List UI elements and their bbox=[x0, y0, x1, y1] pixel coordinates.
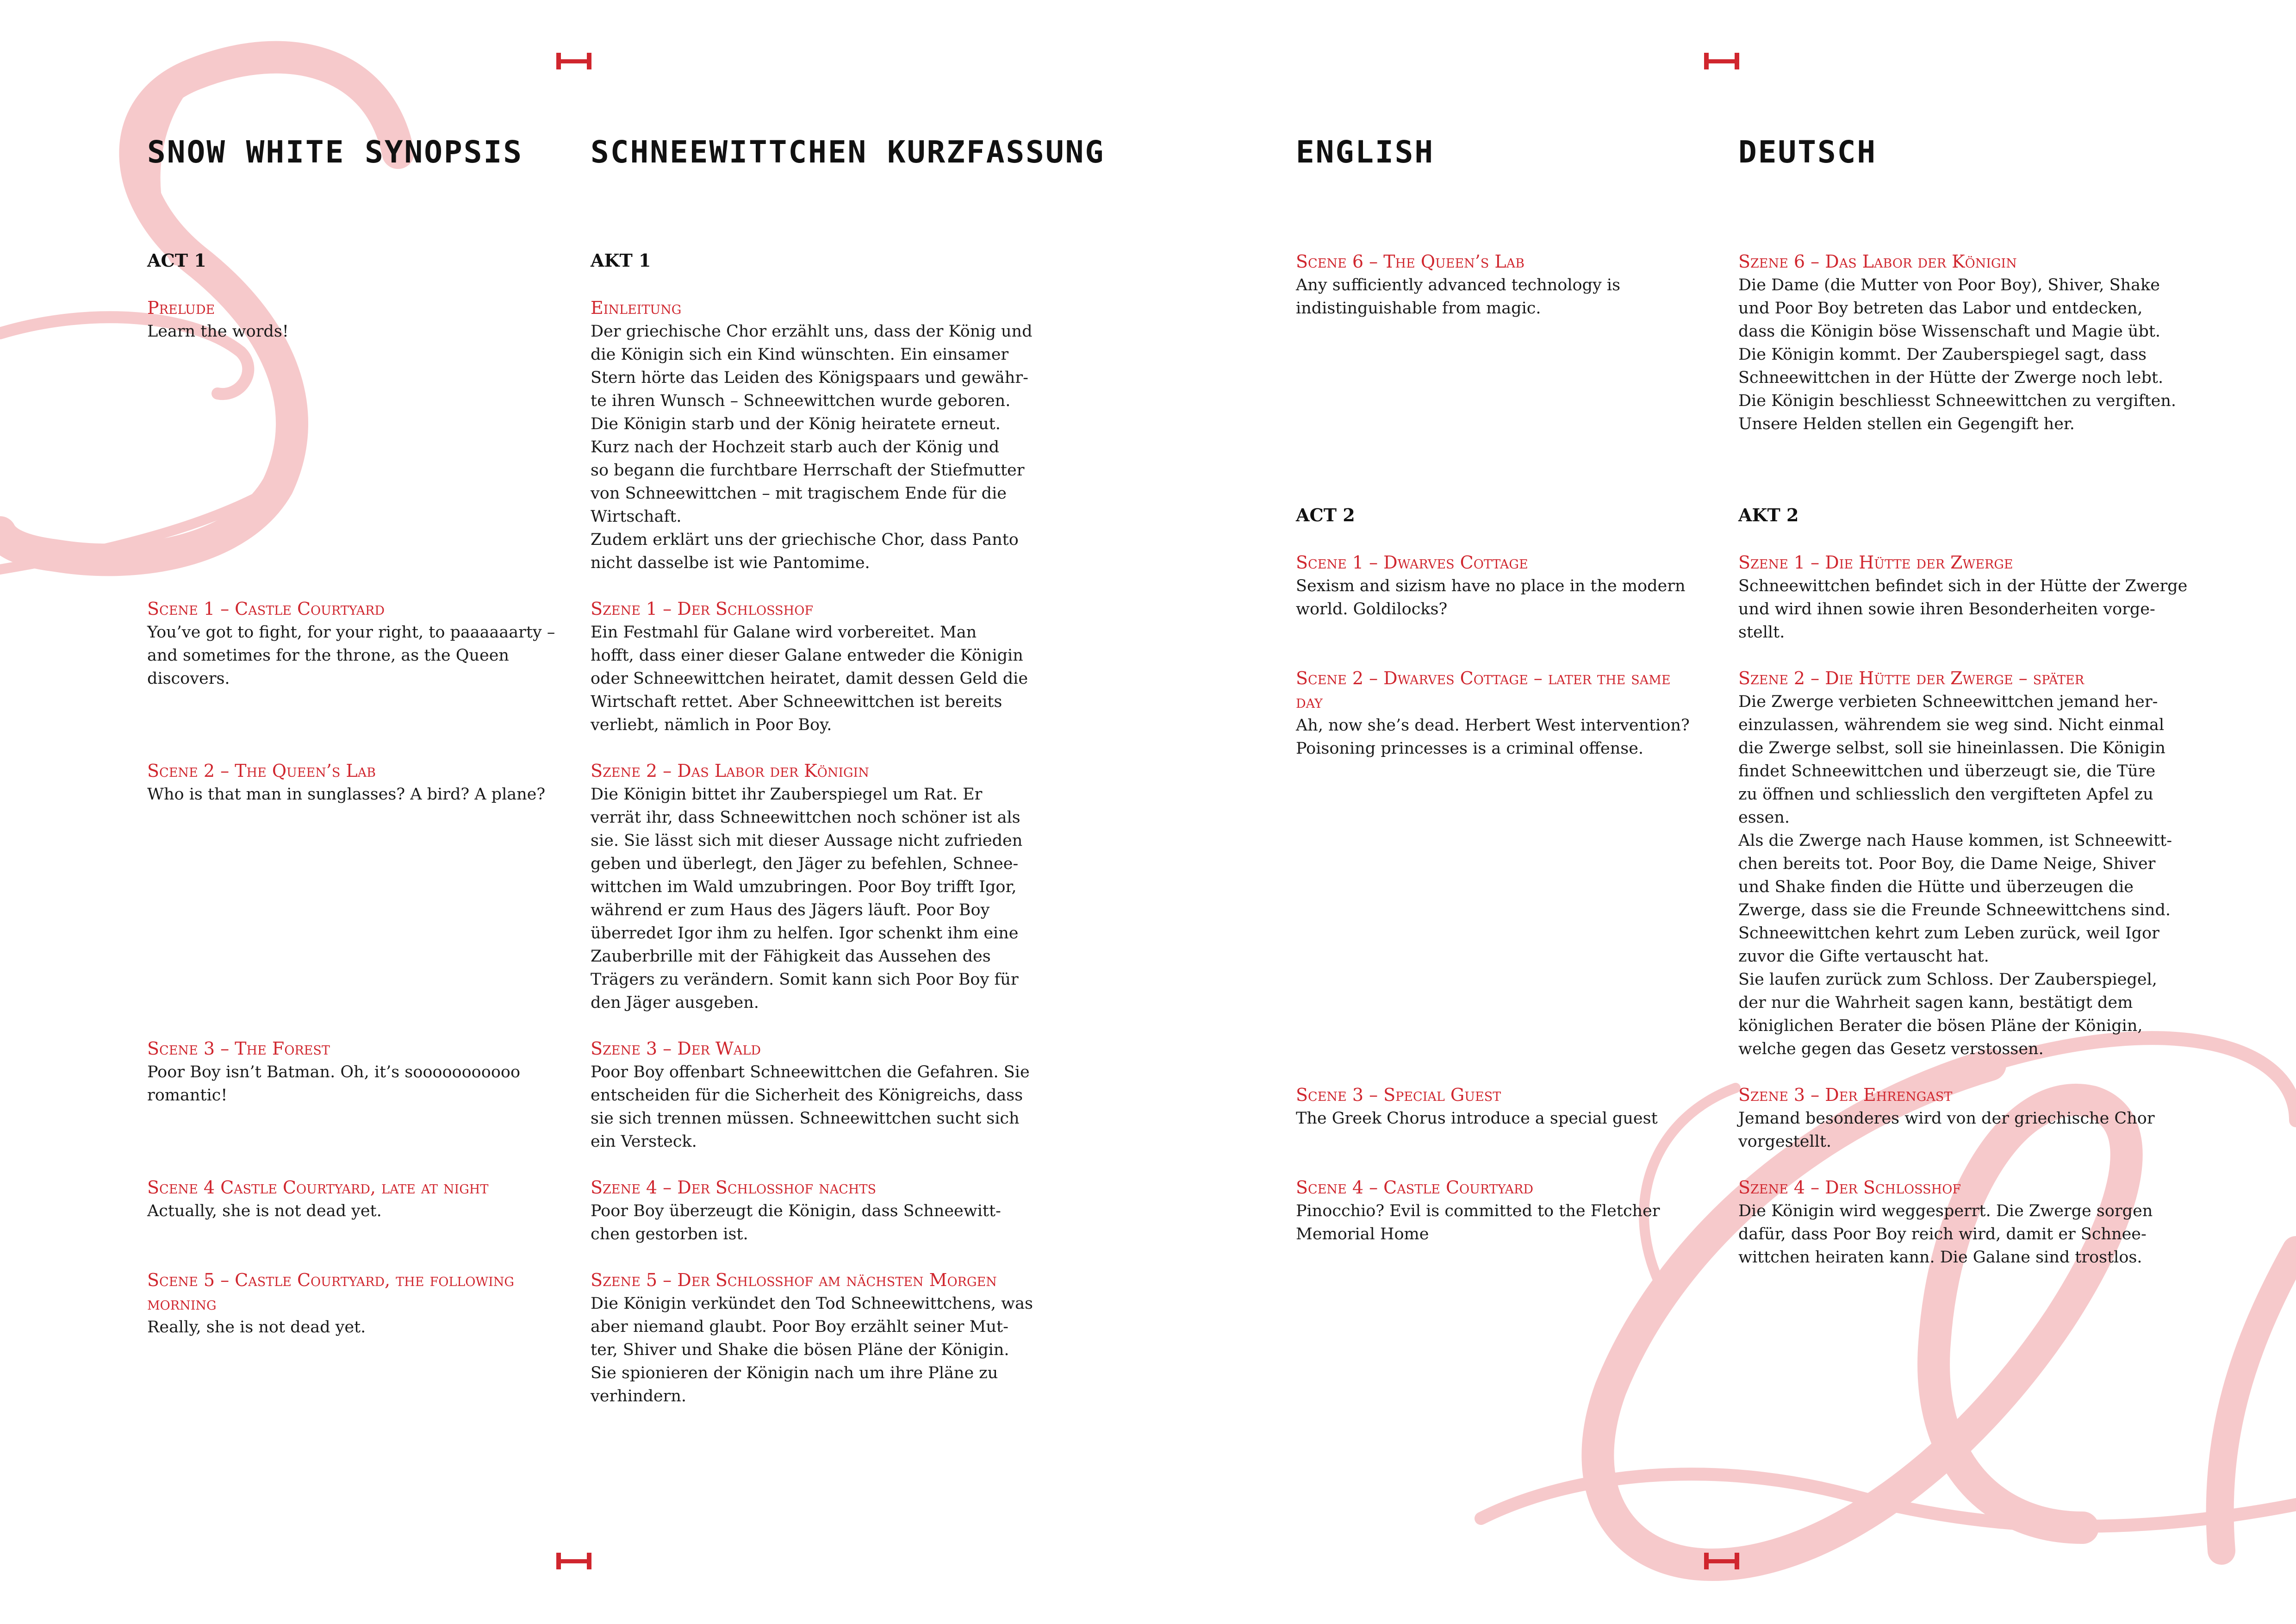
act-1-label-de: AKT 1 bbox=[591, 250, 651, 271]
section-scene-4-en bbox=[147, 1176, 488, 1223]
section-text: Jemand besonderes wird von der griechische Chor vorgestellt. bbox=[1738, 1109, 2155, 1151]
section-act2-scene-3-en bbox=[1296, 1083, 1658, 1130]
section-scene-6-en bbox=[1296, 250, 1620, 320]
section-title: Szene 3 – Der Wald bbox=[591, 1038, 761, 1059]
section-title: Scene 3 – Special Guest bbox=[1296, 1085, 1501, 1105]
section-text: Die Dame (die Mutter von Poor Boy), Shiver, Shake und Poor Boy betreten das Labor und entdecken, dass die Königin böse Wissenschaft und Magie übt. Die Königin kommt. Der Zauberspiegel sagt, dass Schneewittchen in der Hütte der Zwerge noch lebt. Die Königin beschliesst Schneewittchen zu vergiften. Unsere Helden stellen ein Gegengift her. bbox=[1738, 276, 2177, 433]
section-title: Szene 4 – Der Schlosshof nachts bbox=[591, 1177, 876, 1198]
section-text: Der griechische Chor erzählt uns, dass der König und die Königin sich ein Kind wünschten. Ein einsamer Stern hörte das Leiden des Königspaars und gewähr- te ihren Wunsch – Schneewittchen wurde geboren. Die Königin starb und der König heiratete erneut. Kurz nach der Hochzeit starb auch der König und so begann die furchtbare Herrschaft der Stiefmutter von Schneewittchen – mit tragischem Ende für die Wirtschaft. Zudem erklärt uns der griechische Chor, dass Panto nicht dasselbe ist wie Pantomime. bbox=[591, 322, 1033, 572]
section-title: Szene 2 – Die Hütte der Zwerge – später bbox=[1738, 668, 2084, 688]
section-title: Scene 2 – Dwarves Cottage – later the same day bbox=[1296, 668, 1671, 712]
section-text: Who is that man in sunglasses? A bird? A plane? bbox=[147, 785, 546, 804]
section-szene-2-de bbox=[591, 759, 1022, 1014]
section-text: Any sufficiently advanced technology is indistinguishable from magic. bbox=[1296, 276, 1621, 318]
section-title: Scene 5 – Castle Courtyard, the following morning bbox=[147, 1270, 514, 1314]
section-title: Einleitung bbox=[591, 298, 682, 318]
section-text: Die Königin bittet ihr Zauberspiegel um Rat. Er verrät ihr, dass Schneewittchen noch schöner ist als sie. Sie lässt sich mit dieser Aussage nicht zufrieden geben und überlegt, den Jäger zu befehlen, Schnee- wittchen im Wald umzubringen. Poor Boy trifft Igor, während er zum Haus des Jägers läuft. Poor Boy überredet Igor ihm zu helfen. Igor schenkt ihm eine Zauberbrille mit der Fähigkeit das Aussehen des Trägers zu verändern. Somit kann sich Poor Boy für den Jäger ausgeben. bbox=[591, 785, 1023, 1012]
section-title: Scene 3 – The Forest bbox=[147, 1038, 330, 1059]
section-title: Szene 5 – Der Schlosshof am nächsten Morgen bbox=[591, 1270, 997, 1290]
section-title: Szene 3 – Der Ehrengast bbox=[1738, 1085, 1953, 1105]
section-text: Ah, now she’s dead. Herbert West intervention? Poisoning princesses is a criminal offense. bbox=[1296, 716, 1690, 758]
section-szene-5-de bbox=[591, 1268, 1033, 1408]
section-title: Prelude bbox=[147, 298, 215, 318]
heading-deutsch: DEUTSCH bbox=[1738, 134, 1877, 170]
section-text: Poor Boy überzeugt die Königin, dass Schneewitt- chen gestorben ist. bbox=[591, 1202, 1001, 1243]
section-text: Pinocchio? Evil is committed to the Fletcher Memorial Home bbox=[1296, 1202, 1660, 1243]
page-mark-icon bbox=[1703, 1552, 1740, 1570]
section-text: Really, she is not dead yet. bbox=[147, 1318, 366, 1337]
section-text: Learn the words! bbox=[147, 322, 289, 341]
act-2-label-en: ACT 2 bbox=[1296, 505, 1355, 525]
section-text: The Greek Chorus introduce a special guest bbox=[1296, 1109, 1658, 1128]
section-text: Poor Boy offenbart Schneewittchen die Gefahren. Sie entscheiden für die Sicherheit des Königreichs, dass sie sich trennen müssen. Schneewittchen sucht sich ein Versteck. bbox=[591, 1063, 1030, 1151]
section-einleitung-de bbox=[591, 296, 1033, 575]
section-act2-szene-2-de bbox=[1738, 667, 2172, 1061]
section-text: Ein Festmahl für Galane wird vorbereitet. Man hofft, dass einer dieser Galane entweder die Königin oder Schneewittchen heiratet, damit dessen Geld die Wirtschaft rettet. Aber Schneewittchen ist bereits verliebt, nämlich in Poor Boy. bbox=[591, 623, 1028, 734]
section-act2-szene-3-de bbox=[1738, 1083, 2155, 1153]
section-prelude-en bbox=[147, 296, 289, 343]
section-title: Szene 2 – Das Labor der Königin bbox=[591, 761, 869, 781]
section-szene-6-de bbox=[1738, 250, 2176, 436]
section-scene-3-en bbox=[147, 1037, 520, 1107]
section-text: Poor Boy isn’t Batman. Oh, it’s sooooooooooo romantic! bbox=[147, 1063, 521, 1105]
act-2-label-de: AKT 2 bbox=[1738, 505, 1799, 525]
section-title: Scene 4 Castle Courtyard, late at night bbox=[147, 1177, 489, 1198]
section-text: Die Königin verkündet den Tod Schneewittchens, was aber niemand glaubt. Poor Boy erzählt seiner Mut- ter, Shiver und Shake die bösen Pläne der Königin. Sie spionieren der Königin nach um ihre Pläne zu verhindern. bbox=[591, 1294, 1033, 1405]
section-szene-1-de bbox=[591, 597, 1028, 737]
section-szene-4-de bbox=[591, 1176, 1001, 1246]
heading-english: ENGLISH bbox=[1296, 134, 1435, 170]
section-text: You’ve got to fight, for your right, to paaaaaarty – and sometimes for the throne, as the Queen discovers. bbox=[147, 623, 555, 688]
section-title: Szene 1 – Die Hütte der Zwerge bbox=[1738, 552, 2013, 573]
section-title: Szene 4 – Der Schlosshof bbox=[1738, 1177, 1961, 1198]
act-1-label-en: ACT 1 bbox=[147, 250, 206, 271]
section-scene-5-en bbox=[147, 1268, 514, 1339]
section-scene-2-en bbox=[147, 759, 545, 806]
page-mark-icon bbox=[555, 52, 592, 70]
section-title: Szene 1 – Der Schlosshof bbox=[591, 599, 814, 619]
section-title: Scene 6 – The Queen’s Lab bbox=[1296, 251, 1525, 272]
section-act2-szene-1-de bbox=[1738, 551, 2187, 644]
section-text: Die Königin wird weggesperrt. Die Zwerge sorgen dafür, dass Poor Boy reich wird, damit er Schnee- wittchen heiraten kann. Die Galane sind trostlos. bbox=[1738, 1202, 2153, 1267]
section-scene-1-en bbox=[147, 597, 555, 690]
heading-synopsis-en: SNOW WHITE SYNOPSIS bbox=[147, 134, 523, 170]
page-mark-icon bbox=[1703, 52, 1740, 70]
section-title: Szene 6 – Das Labor der Königin bbox=[1738, 251, 2017, 272]
section-title: Scene 2 – The Queen’s Lab bbox=[147, 761, 376, 781]
section-title: Scene 4 – Castle Courtyard bbox=[1296, 1177, 1533, 1198]
page-mark-icon bbox=[555, 1552, 592, 1570]
section-title: Scene 1 – Dwarves Cottage bbox=[1296, 552, 1528, 573]
section-text: Schneewittchen befindet sich in der Hütte der Zwerge und wird ihnen sowie ihren Besonderheiten vorge- stellt. bbox=[1738, 577, 2188, 642]
section-szene-3-de bbox=[591, 1037, 1030, 1153]
section-title: Scene 1 – Castle Courtyard bbox=[147, 599, 385, 619]
section-text: Die Zwerge verbieten Schneewittchen jemand her- einzulassen, währendem sie weg sind. Nicht einmal die Zwerge selbst, soll sie hineinlassen. Die Königin findet Schneewittchen und überzeugt sie, die Türe zu öffnen und schliesslich den vergifteten Apfel zu essen. Als die Zwerge nach Hause kommen, ist Schneewitt- chen bereits tot. Poor Boy, die Dame Neige, Shiver und Shake finden die Hütte und überzeugen die Zwerge, dass sie die Freunde Schneewittchens sind. Schneewittchen kehrt zum Leben zurück, weil Igor zuvor die Gifte vertauscht hat. Sie laufen zurück zum Schloss. Der Zauberspiegel, der nur die Wahrheit sagen kann, bestätigt dem königlichen Berater die bösen Pläne der Königin, welche gegen das Gesetz verstossen. bbox=[1738, 693, 2172, 1058]
heading-synopsis-de: SCHNEEWITTCHEN KURZFASSUNG bbox=[591, 134, 1105, 170]
section-text: Actually, she is not dead yet. bbox=[147, 1202, 382, 1220]
section-act2-scene-1-en bbox=[1296, 551, 1686, 621]
section-act2-scene-4-en bbox=[1296, 1176, 1660, 1246]
section-act2-szene-4-de bbox=[1738, 1176, 2153, 1269]
section-text: Sexism and sizism have no place in the modern world. Goldilocks? bbox=[1296, 577, 1686, 618]
section-act2-scene-2-en bbox=[1296, 667, 1690, 760]
